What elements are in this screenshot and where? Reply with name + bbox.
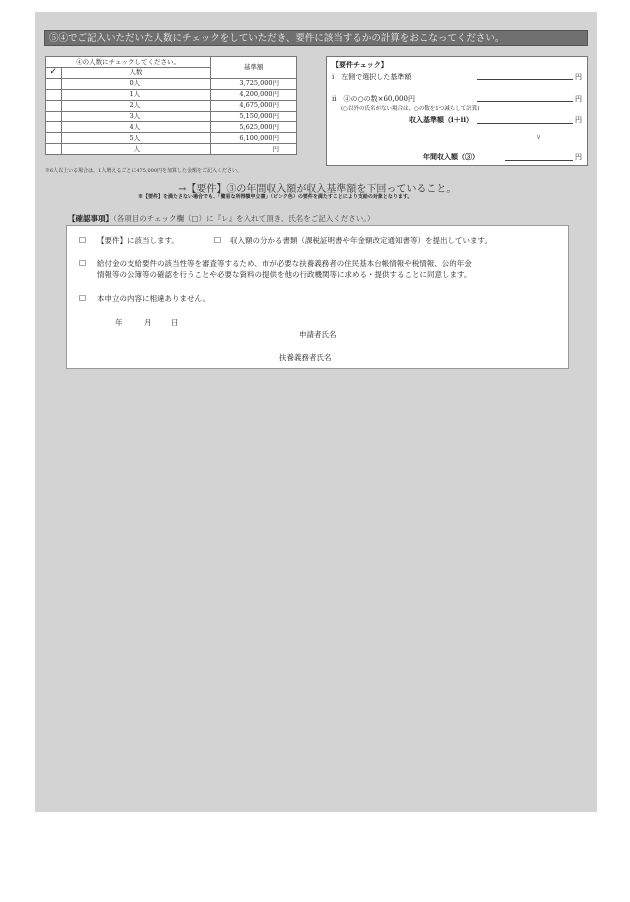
table-row [46, 89, 297, 100]
table-row [46, 78, 297, 89]
row-checkbox[interactable] [46, 100, 62, 111]
item1-label: i 左側で選択した基準額 [332, 73, 412, 81]
row-amount: 5,625,000円 [211, 122, 297, 133]
check-header: ✓ [46, 68, 62, 79]
annual-income-input[interactable] [505, 160, 573, 161]
guardian-name-label: 扶養義務者氏名 [279, 353, 332, 362]
amount-header: 基準額 [211, 57, 297, 79]
applicant-name-label: 申請者氏名 [299, 330, 337, 339]
requirement-check-title: 【要件チェック】 [332, 60, 388, 69]
requirement-statement: →【要件】③の年間収入額が収入基準額を下回っていること。 [178, 184, 457, 195]
table-row [46, 100, 297, 111]
row-people: 0人 [61, 78, 211, 89]
checkbox-income-docs[interactable]: □ [214, 235, 222, 244]
table-row [46, 133, 297, 144]
item3-label: 本申立の内容に相違ありません。 [97, 294, 210, 303]
row-checkbox[interactable] [46, 122, 62, 133]
row-amount-input[interactable]: 円 [211, 144, 297, 155]
item2-line2: 情報等の公簿等の確認を行うことや必要な資料の提供を他の行政機関等に求める・提供することに同意します。 [97, 270, 472, 279]
row-people: 1人 [61, 89, 211, 100]
item1-input[interactable] [477, 79, 573, 80]
row-people: 2人 [61, 100, 211, 111]
compare-symbol: ∨ [536, 133, 542, 141]
item2-line1: 給付金の支給要件の該当性等を審査等するため、市が必要な扶養義務者の住民基本台帳情報や税情報、公的年金 [97, 259, 472, 268]
row-checkbox[interactable] [46, 133, 62, 144]
row-amount: 6,100,000円 [211, 133, 297, 144]
annual-income-unit: 円 [575, 153, 582, 161]
table-row [46, 122, 297, 133]
standard-amount-table [45, 56, 297, 155]
row-checkbox[interactable] [46, 111, 62, 122]
checkbox-consent[interactable]: □ [79, 258, 87, 267]
item2-note: (○以外の氏名がない場合は、○の数を1つ減らして計算) [341, 106, 480, 112]
annual-income-label: 年間収入額（③） [423, 152, 479, 161]
date-year: 年 [115, 318, 123, 327]
table-row [46, 144, 297, 155]
item1a-label: 【要件】に該当します。 [97, 236, 179, 245]
row-checkbox[interactable] [46, 89, 62, 100]
confirmation-title-rest: （各項目のチェック欄（□）に『レ』を入れて頂き、氏名をご記入ください。） [113, 214, 375, 223]
row-people: 5人 [61, 133, 211, 144]
date-month: 月 [144, 318, 152, 327]
income-standard-label: 収入基準額（i＋ii） [409, 115, 473, 124]
confirmation-title [68, 213, 375, 224]
row-amount: 3,725,000円 [211, 78, 297, 89]
row-amount: 4,675,000円 [211, 100, 297, 111]
row-checkbox[interactable] [46, 78, 62, 89]
item2-label: ii ④の○の数×60,000円 [332, 95, 415, 103]
item1b-label: 収入額の分かる書類（課税証明書や年金額改定通知書等）を提出しています。 [230, 236, 492, 245]
item1-unit: 円 [575, 73, 582, 81]
row-people: 4人 [61, 122, 211, 133]
item2-unit: 円 [575, 95, 582, 103]
requirement-check-box [326, 56, 588, 166]
requirement-subnote: ※【要件】を満たさない場合でも、「簡易な所得額申立書」（ピンク色）の要件を満たすことにより支給の対象となります。 [138, 194, 413, 200]
table-note: ※6人以上いる場合は、1人増えるごとに475,000円を加算した金額をご記入ください。 [45, 168, 243, 174]
row-checkbox[interactable] [46, 144, 62, 155]
checkbox-requirement[interactable]: □ [79, 235, 87, 244]
row-people: 3人 [61, 111, 211, 122]
confirmation-title-bold: 【確認事項】 [68, 214, 113, 223]
row-people-input[interactable]: 人 [61, 144, 211, 155]
checkbox-declaration[interactable]: □ [79, 293, 87, 302]
section-header: ⑤④でご記入いただいた人数にチェックをしていただき、要件に該当するかの計算をおこなってください。 [44, 30, 588, 46]
table-instruction: ④の人数にチェックしてください。 [46, 57, 211, 68]
date-day: 日 [171, 318, 179, 327]
row-amount: 4,200,000円 [211, 89, 297, 100]
income-standard-input[interactable] [477, 123, 573, 124]
people-header: 人数 [61, 68, 211, 79]
confirmation-box [66, 225, 569, 369]
row-amount: 5,150,000円 [211, 111, 297, 122]
table-row [46, 111, 297, 122]
item2-input[interactable] [477, 101, 573, 102]
income-standard-unit: 円 [575, 116, 582, 124]
